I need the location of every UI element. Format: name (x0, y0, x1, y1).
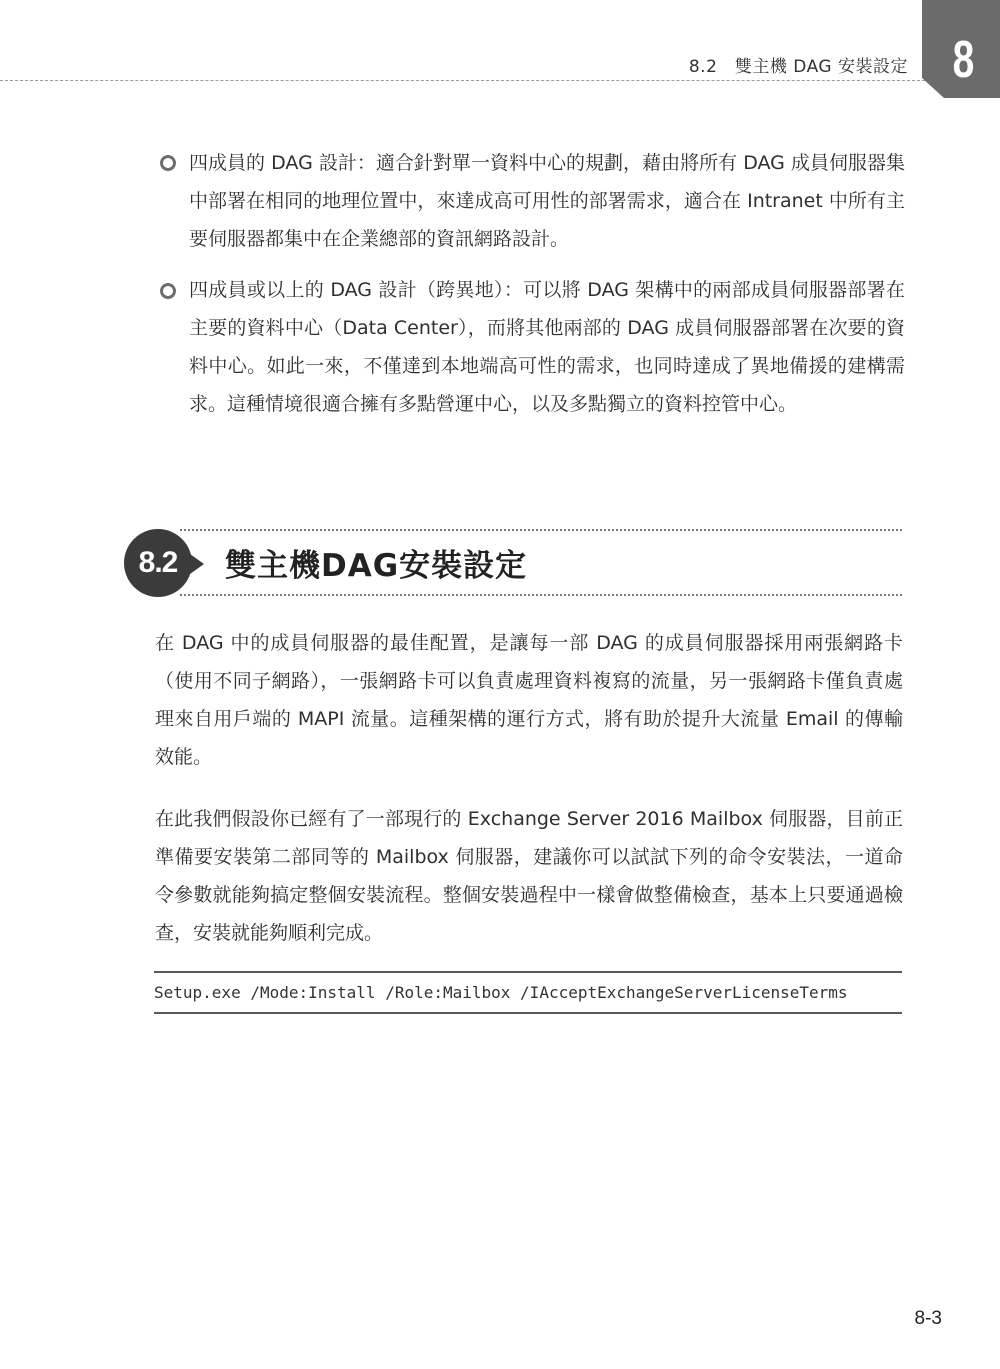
section-divider-top (180, 529, 902, 531)
code-command: Setup.exe /Mode:Install /Role:Mailbox /IAcceptExchangeServerLicenseTerms (154, 983, 848, 1002)
bullet-item-cross-site-dag: 四成員或以上的 DAG 設計（跨異地）：可以將 DAG 架構中的兩部成員伺服器部署在主要的資料中心（Data Center），而將其他兩部的 DAG 成員伺服器部署在次要的資料中心。如此一來，不僅達到本地端高可性的需求，也同時達成了異地備援的建構需求。這種情境很適合擁有多點營運中心，以及多點獨立的資料控管中心。 (189, 279, 905, 415)
paragraph-install-intro: 在此我們假設你已經有了一部現行的 Exchange Server 2016 Mailbox 伺服器，目前正準備要安裝第二部同等的 Mailbox 伺服器，建議你可以試試下列的命令安裝法，一道命令參數就能夠搞定整個安裝流程。整個安裝過程中一樣會做整備檢查，基本上只要通過檢查，安裝就能夠順利完成。 (155, 808, 903, 944)
bullet-circle-icon (160, 283, 176, 299)
bullet-circle-icon (160, 155, 176, 171)
paragraph-dag-network: 在 DAG 中的成員伺服器的最佳配置，是讓每一部 DAG 的成員伺服器採用兩張網路卡（使用不同子網路），一張網路卡可以負責處理資料複寫的流量，另一張網路卡僅負責處理來自用戶端的 MAPI 流量。這種架構的運行方式，將有助於提升大流量 Email 的傳輸效能。 (155, 632, 903, 768)
bullet-item-four-member-dag: 四成員的 DAG 設計：適合針對單一資料中心的規劃，藉由將所有 DAG 成員伺服器集中部署在相同的地理位置中，來達成高可用性的部署需求，適合在 Intranet 中所有主要伺服器都集中在企業總部的資訊網路設計。 (189, 152, 905, 250)
section-number: 8.2 (138, 546, 178, 579)
chapter-number: 8 (952, 31, 975, 89)
section-divider-bottom (180, 594, 902, 596)
code-block-top-rule (154, 971, 902, 973)
code-block-bottom-rule (154, 1012, 902, 1014)
running-header: 8.2 雙主機 DAG 安裝設定 (688, 57, 908, 77)
section-title: 雙主機DAG安裝設定 (225, 548, 528, 584)
page-number: 8-3 (914, 1308, 942, 1329)
section-number-badge (124, 529, 192, 597)
header-divider (0, 80, 930, 81)
section-arrow-icon (190, 554, 204, 574)
